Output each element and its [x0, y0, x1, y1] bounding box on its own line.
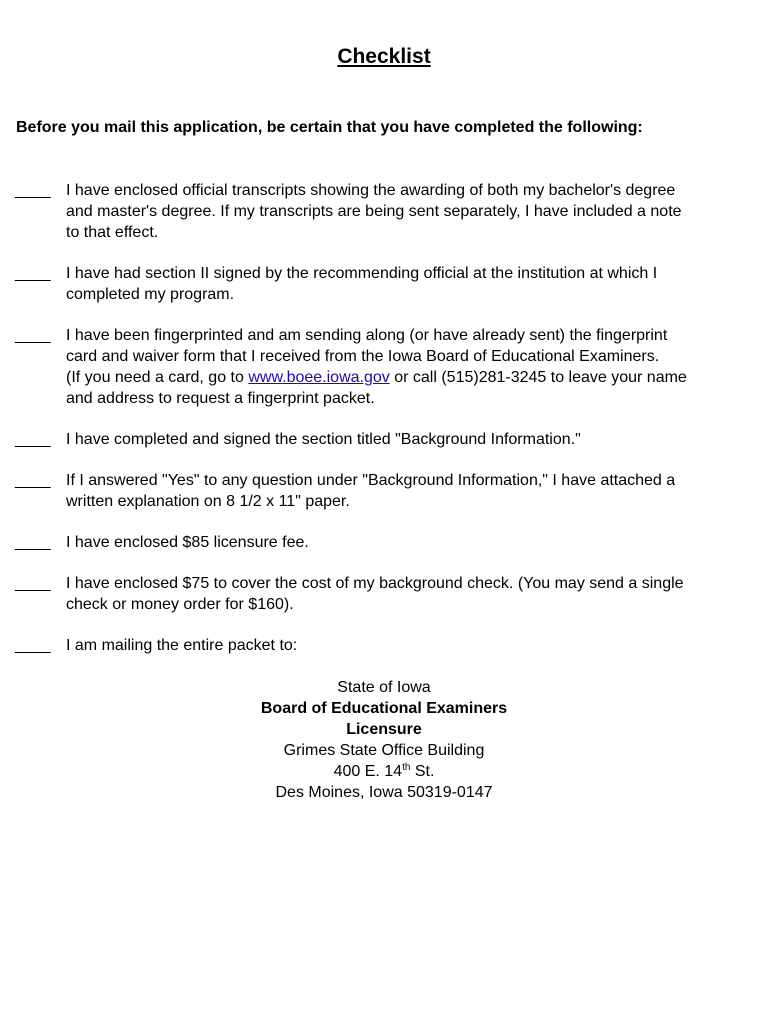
- item-line: I have enclosed $85 licensure fee.: [66, 534, 309, 551]
- street-suffix: St.: [410, 763, 435, 780]
- checkbox-blank: ____: [15, 575, 51, 592]
- address-line: Grimes State Office Building: [283, 742, 485, 759]
- item-line: and master's degree. If my transcripts are being sent separately, I have included a note: [66, 203, 682, 220]
- item-line: card and waiver form that I received from the Iowa Board of Educational Examiners.: [66, 348, 660, 365]
- item-line: If I answered "Yes" to any question under "Background Information," I have attached a: [66, 472, 676, 489]
- link-prefix: (If you need a card, go to: [66, 369, 249, 386]
- checkbox-blank: ____: [15, 265, 51, 282]
- checklist-item-transcripts: [15, 180, 760, 243]
- checkbox-blank: ____: [15, 327, 51, 344]
- item-line: completed my program.: [66, 286, 235, 303]
- address-line: Des Moines, Iowa 50319-0147: [275, 784, 493, 801]
- checkbox-blank: ____: [15, 431, 51, 448]
- checklist-item-mailing: [15, 635, 760, 656]
- checklist-item-explanation: [15, 470, 760, 512]
- link-suffix: or call (515)281-3245 to leave your name: [389, 369, 687, 386]
- item-line: I have enclosed $75 to cover the cost of my background check. (You may send a single: [66, 575, 684, 592]
- street-number: 400 E. 14: [333, 763, 403, 780]
- checkbox-blank: ____: [15, 637, 51, 654]
- checkbox-blank: ____: [15, 472, 51, 489]
- item-line: I have enclosed official transcripts showing the awarding of both my bachelor's degree: [66, 182, 676, 199]
- checklist-item-background-check-fee: [15, 573, 760, 615]
- item-line: I am mailing the entire packet to:: [66, 637, 298, 654]
- item-line: I have been fingerprinted and am sending along (or have already sent) the fingerprint: [66, 327, 668, 344]
- page-title: Checklist: [337, 45, 431, 68]
- checklist-item-fingerprint: [15, 325, 760, 409]
- ordinal-suffix: th: [402, 762, 411, 773]
- item-line: written explanation on 8 1/2 x 11" paper.: [66, 493, 350, 510]
- checklist: [15, 180, 760, 676]
- checklist-item-background-info: [15, 429, 760, 450]
- checklist-item-licensure-fee: [15, 532, 760, 553]
- item-line: to that effect.: [66, 224, 159, 241]
- checkbox-blank: ____: [15, 182, 51, 199]
- boee-website-link[interactable]: www.boee.iowa.gov: [248, 369, 390, 386]
- item-line: I have had section II signed by the recommending official at the institution at which I: [66, 265, 658, 282]
- item-line-with-link: [66, 367, 760, 388]
- address-line: State of Iowa: [337, 679, 431, 696]
- address-line: Board of Educational Examiners: [260, 700, 508, 717]
- item-line: check or money order for $160).: [66, 596, 294, 613]
- checkbox-blank: ____: [15, 534, 51, 551]
- address-line: Licensure: [346, 721, 422, 738]
- item-line: and address to request a fingerprint packet.: [66, 390, 375, 407]
- checklist-item-section-ii: [15, 263, 760, 305]
- address-street: [0, 761, 768, 782]
- item-line: I have completed and signed the section titled "Background Information.": [66, 431, 581, 448]
- mailing-address: [0, 677, 768, 803]
- intro-text: Before you mail this application, be certain that you have completed the following:: [16, 119, 643, 136]
